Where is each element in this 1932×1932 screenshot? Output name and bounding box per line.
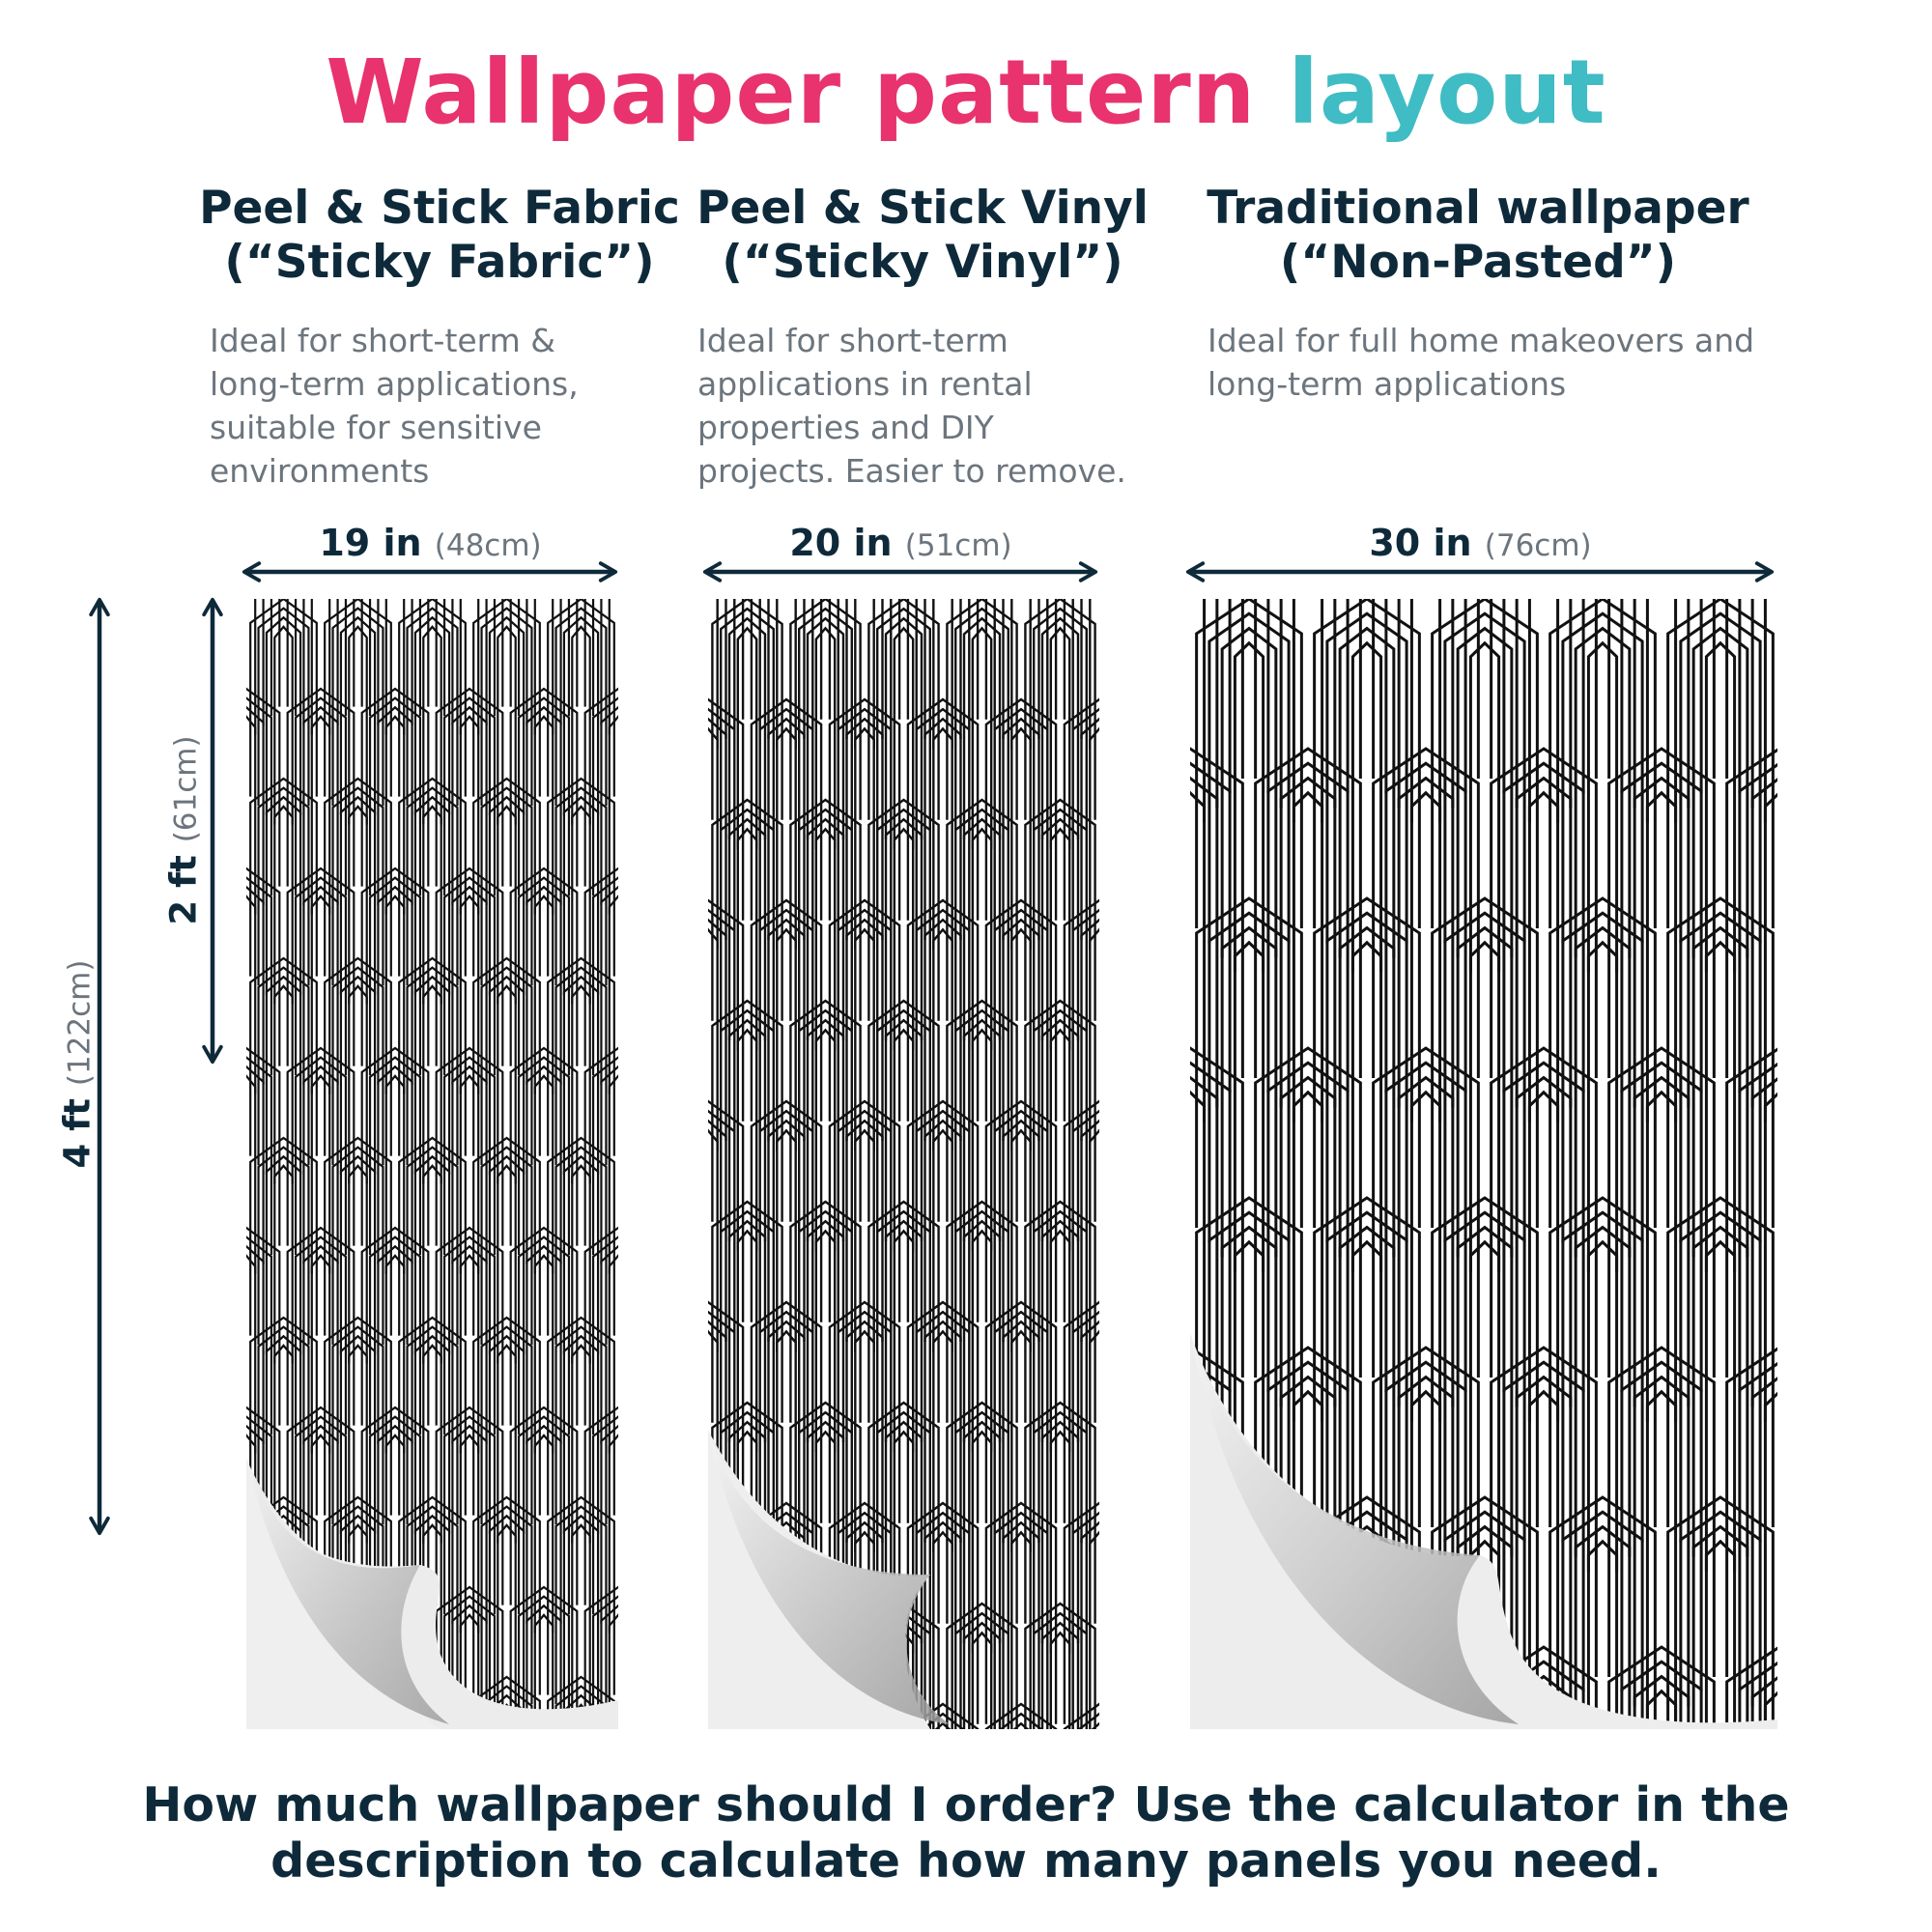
fabric-peel-corner (246, 1459, 618, 1729)
fabric-description: Ideal for short-term & long-term applications, suitable for sensitive environments (210, 322, 579, 490)
full-height-sub: (122cm) (62, 959, 98, 1087)
fabric-panel (246, 599, 618, 1729)
vinyl-width-main: 20 in (789, 522, 893, 564)
footer-line2: description to calculate how many panels you need. (270, 1833, 1662, 1889)
traditional-heading-line2: (“Non-Pasted”) (1279, 236, 1677, 289)
fabric-heading-line2: (“Sticky Fabric”) (224, 236, 655, 289)
footer-line1: How much wallpaper should I order? Use the calculator in the (142, 1777, 1790, 1833)
traditional-description: Ideal for full home makeovers and long-term applications (1208, 322, 1755, 403)
traditional-panel (1190, 599, 1777, 1729)
title-part-pink: Wallpaper pattern (326, 41, 1257, 144)
fabric-width-main: 19 in (319, 522, 422, 564)
half-height-sub: (61cm) (168, 735, 204, 843)
vinyl-heading-line2: (“Sticky Vinyl”) (722, 236, 1123, 289)
vinyl-description: Ideal for short-term applications in rental properties and DIY projects. Easier to remove. (697, 322, 1126, 490)
full-height-label (57, 949, 99, 1180)
traditional-width-main: 30 in (1369, 522, 1472, 564)
traditional-width-sub: (76cm) (1484, 528, 1592, 563)
half-height-label (163, 729, 205, 932)
footer-note (0, 1777, 1932, 1889)
fabric-heading-line1: Peel & Stick Fabric (199, 182, 680, 235)
full-height-main: 4 ft (56, 1098, 99, 1169)
traditional-peel-corner (1190, 1333, 1777, 1729)
vinyl-peel-corner (708, 1430, 1099, 1729)
fabric-width-sub: (48cm) (434, 528, 542, 563)
half-height-main: 2 ft (162, 855, 205, 925)
vinyl-heading-line1: Peel & Stick Vinyl (696, 182, 1149, 235)
vinyl-width-sub: (51cm) (904, 528, 1012, 563)
vinyl-panel (708, 599, 1099, 1729)
title-part-teal: layout (1288, 41, 1606, 144)
traditional-heading-line1: Traditional wallpaper (1207, 182, 1749, 235)
